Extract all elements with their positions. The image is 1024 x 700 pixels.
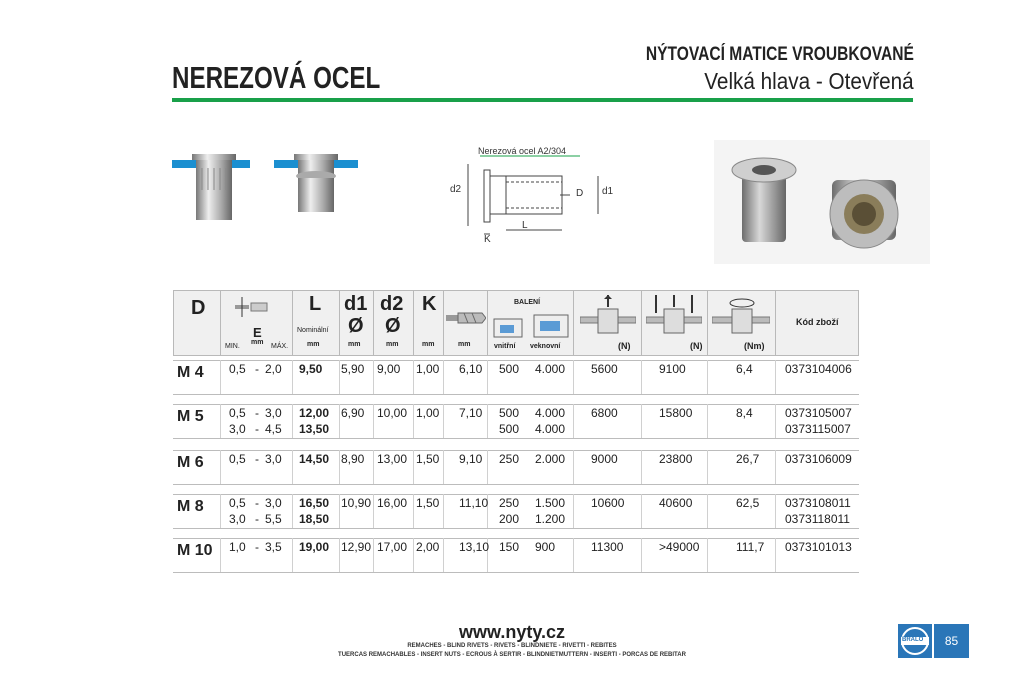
column-divider	[413, 404, 414, 438]
cell-pack-outer: 2.000	[535, 452, 566, 466]
group-divider	[173, 394, 859, 395]
column-divider	[641, 360, 642, 394]
col-code-header: Kód zboží	[796, 317, 839, 327]
cell-e-sep: -	[255, 406, 259, 420]
cell-pack-outer: 4.000	[535, 422, 566, 436]
cell-d2: 17,00	[377, 540, 408, 554]
cell-e-max: 3,0	[265, 406, 282, 420]
product-subtitle: Velká hlava - Otevřená	[704, 68, 914, 94]
product-photo	[714, 140, 930, 264]
column-divider	[373, 360, 374, 394]
d2-diameter-symbol: Ø	[385, 315, 401, 337]
k-unit-label: mm	[422, 341, 435, 348]
column-divider	[339, 360, 340, 394]
e-max-label: MÁX.	[271, 343, 289, 350]
cell-d2: 10,00	[377, 406, 408, 420]
dim-d-label: D	[576, 188, 584, 199]
cell-torque: 6,4	[736, 362, 753, 376]
column-divider	[707, 538, 708, 572]
cell-d2: 13,00	[377, 452, 408, 466]
cell-pack-inner: 250	[499, 496, 520, 510]
cell-e-min: 0,5	[229, 496, 246, 510]
column-divider	[707, 494, 708, 528]
cell-pack-inner: 500	[499, 362, 520, 376]
column-divider	[707, 404, 708, 438]
column-divider	[641, 494, 642, 528]
cell-e-max: 3,0	[265, 452, 282, 466]
cell-l: 16,50	[299, 496, 330, 510]
group-divider	[173, 404, 859, 405]
column-divider	[775, 404, 776, 438]
size-label-m10: M 10	[177, 542, 213, 559]
column-divider	[373, 404, 374, 438]
size-label-m5: M 5	[177, 408, 204, 425]
package-outer-label: veknovní	[530, 343, 561, 350]
column-divider	[373, 494, 374, 528]
cell-force2: 9100	[659, 362, 686, 376]
cell-e-max: 3,0	[265, 496, 282, 510]
column-divider	[373, 538, 374, 572]
cell-k: 2,00	[416, 540, 440, 554]
cell-e-max: 4,5	[265, 422, 282, 436]
column-divider	[641, 450, 642, 484]
cell-pack-inner: 500	[499, 406, 520, 420]
cell-pack-inner: 250	[499, 452, 520, 466]
cell-l: 13,50	[299, 422, 330, 436]
cell-pack-inner: 150	[499, 540, 520, 554]
cell-drill: 9,10	[459, 452, 483, 466]
cell-pack-outer: 1.200	[535, 512, 566, 526]
cell-force2: 15800	[659, 406, 693, 420]
installed-nut-illustration	[170, 150, 370, 230]
cell-l: 12,00	[299, 406, 330, 420]
pull-out-force-icon	[580, 295, 636, 335]
cell-l: 14,50	[299, 452, 330, 466]
cell-d1: 8,90	[341, 452, 365, 466]
package-inner-label: vnitřní	[494, 343, 516, 350]
column-divider	[220, 450, 221, 484]
cell-code: 0373115007	[785, 422, 851, 436]
column-divider	[413, 450, 414, 484]
col-d-header: D	[191, 297, 206, 319]
e-unit-label: mm	[251, 339, 264, 346]
cell-d1: 5,90	[341, 362, 365, 376]
bralo-logo	[898, 624, 932, 658]
column-divider	[413, 538, 414, 572]
cell-drill: 7,10	[459, 406, 483, 420]
size-label-m4: M 4	[177, 364, 204, 381]
col-e-header: E	[253, 325, 262, 340]
column-divider	[292, 494, 293, 528]
column-divider	[487, 404, 488, 438]
cell-pack-inner: 200	[499, 512, 520, 526]
size-label-m6: M 6	[177, 454, 204, 471]
column-divider	[641, 538, 642, 572]
col-k-header: K	[422, 293, 437, 315]
column-divider	[220, 538, 221, 572]
column-divider	[339, 538, 340, 572]
cell-pack-outer: 4.000	[535, 406, 566, 420]
cell-e-max: 2,0	[265, 362, 282, 376]
cell-l: 19,00	[299, 540, 330, 554]
cell-k: 1,50	[416, 452, 440, 466]
cell-code: 0373104006	[785, 362, 852, 376]
column-divider	[775, 360, 776, 394]
dim-l-label: L	[522, 220, 528, 231]
group-divider	[173, 528, 859, 529]
grip-range-icon	[233, 297, 273, 317]
group-divider	[173, 572, 859, 573]
cell-e-sep: -	[255, 540, 259, 554]
column-divider	[573, 538, 574, 572]
column-divider	[220, 360, 221, 394]
column-divider	[487, 360, 488, 394]
column-divider	[443, 404, 444, 438]
cell-k: 1,00	[416, 362, 440, 376]
cell-d1: 10,90	[341, 496, 372, 510]
col-d2-header: d2	[380, 293, 404, 315]
torque-unit-label: (Nm)	[744, 341, 765, 351]
column-divider	[413, 494, 414, 528]
cell-drill: 13,10	[459, 540, 490, 554]
cell-e-min: 3,0	[229, 422, 246, 436]
cell-force1: 5600	[591, 362, 618, 376]
cell-e-min: 1,0	[229, 540, 246, 554]
column-divider	[707, 360, 708, 394]
product-category-title: NÝTOVACÍ MATICE VROUBKOVANÉ	[645, 44, 914, 65]
column-divider	[573, 360, 574, 394]
cell-e-min: 0,5	[229, 406, 246, 420]
column-divider	[443, 538, 444, 572]
cell-force1: 10600	[591, 496, 625, 510]
cell-e-sep: -	[255, 422, 259, 436]
cell-code: 0373108011	[785, 496, 851, 510]
column-divider	[292, 450, 293, 484]
column-divider	[413, 360, 414, 394]
page-number: 85	[934, 624, 969, 658]
d1-unit-label: mm	[348, 341, 361, 348]
technical-drawing	[446, 144, 616, 244]
column-divider	[443, 450, 444, 484]
cell-k: 1,00	[416, 406, 440, 420]
column-divider	[775, 538, 776, 572]
specification-table	[173, 290, 859, 574]
cell-force2: 23800	[659, 452, 693, 466]
footer-languages-line2: TUERCAS REMACHABLES - INSERT NUTS - ECROUS À SERTIR - BLINDNIETMUTTERN - INSERTI - PORCAS DE REBITAR	[338, 652, 686, 658]
column-divider	[775, 494, 776, 528]
cell-force2: 40600	[659, 496, 693, 510]
column-divider	[220, 404, 221, 438]
website-url[interactable]: www.nyty.cz	[458, 622, 566, 642]
cell-force2: >49000	[659, 540, 700, 554]
cell-pack-outer: 900	[535, 540, 556, 554]
l-unit-label: mm	[307, 341, 320, 348]
push-out-force-icon	[646, 295, 702, 335]
cell-torque: 26,7	[736, 452, 760, 466]
torque-icon	[712, 295, 770, 335]
column-divider	[339, 494, 340, 528]
cell-torque: 62,5	[736, 496, 760, 510]
table-header	[173, 290, 859, 356]
cell-l: 9,50	[299, 362, 323, 376]
packaging-header: BALENÍ	[514, 299, 541, 306]
column-divider	[443, 360, 444, 394]
dim-k-label: K	[484, 234, 491, 244]
col-d1-header: d1	[344, 293, 368, 315]
force1-unit-label: (N)	[618, 341, 631, 351]
group-divider	[173, 484, 859, 485]
package-boxes-icon	[492, 313, 572, 339]
column-divider	[573, 404, 574, 438]
cell-k: 1,50	[416, 496, 440, 510]
column-divider	[292, 404, 293, 438]
size-label-m8: M 8	[177, 498, 204, 515]
footer-languages-line1: REMACHES - BLIND RIVETS - RIVETS - BLINDNIETE - RIVETTI - REBITES	[407, 643, 617, 649]
cell-code: 0373118011	[785, 512, 850, 526]
cell-pack-outer: 1.500	[535, 496, 566, 510]
dim-d1-label: d1	[602, 186, 614, 197]
cell-drill: 11,10	[459, 496, 489, 510]
column-divider	[707, 450, 708, 484]
cell-e-sep: -	[255, 496, 259, 510]
cell-d2: 9,00	[377, 362, 401, 376]
cell-force1: 6800	[591, 406, 618, 420]
page-title: NEREZOVÁ OCEL	[172, 60, 381, 95]
cell-pack-inner: 500	[499, 422, 520, 436]
cell-e-sep: -	[255, 452, 259, 466]
cell-e-min: 0,5	[229, 452, 246, 466]
cell-force1: 11300	[591, 540, 624, 554]
cell-e-max: 5,5	[265, 512, 282, 526]
cell-pack-outer: 4.000	[535, 362, 566, 376]
column-divider	[487, 450, 488, 484]
header-divider	[172, 98, 913, 102]
cell-code: 0373106009	[785, 452, 852, 466]
group-divider	[173, 360, 859, 361]
column-divider	[292, 538, 293, 572]
l-nominal-label: Nominální	[297, 327, 329, 334]
d2-unit-label: mm	[386, 341, 399, 348]
column-divider	[573, 450, 574, 484]
bralo-logo-text: BRALO	[902, 637, 924, 643]
column-divider	[339, 450, 340, 484]
column-divider	[292, 360, 293, 394]
cell-d1: 12,90	[341, 540, 372, 554]
column-divider	[443, 494, 444, 528]
d1-diameter-symbol: Ø	[348, 315, 364, 337]
cell-torque: 8,4	[736, 406, 753, 420]
column-divider	[573, 494, 574, 528]
material-label: Nerezová ocel A2/304	[478, 146, 567, 156]
column-divider	[641, 404, 642, 438]
cell-force1: 9000	[591, 452, 618, 466]
cell-d1: 6,90	[341, 406, 365, 420]
e-min-label: MIN.	[225, 343, 240, 350]
group-divider	[173, 450, 859, 451]
cell-l: 18,50	[299, 512, 330, 526]
cell-e-sep: -	[255, 512, 259, 526]
dim-d2-label: d2	[450, 184, 462, 195]
force2-unit-label: (N)	[690, 341, 703, 351]
cell-e-min: 0,5	[229, 362, 246, 376]
cell-e-min: 3,0	[229, 512, 246, 526]
cell-e-sep: -	[255, 362, 259, 376]
column-divider	[220, 494, 221, 528]
group-divider	[173, 494, 859, 495]
col-l-header: L	[309, 293, 322, 315]
cell-e-max: 3,5	[265, 540, 282, 554]
group-divider	[173, 438, 859, 439]
cell-d2: 16,00	[377, 496, 408, 510]
drill-unit-label: mm	[458, 341, 471, 348]
drill-bit-icon	[446, 311, 486, 325]
cell-torque: 111,7	[736, 540, 765, 554]
group-divider	[173, 538, 859, 539]
cell-code: 0373101013	[785, 540, 852, 554]
cell-drill: 6,10	[459, 362, 483, 376]
column-divider	[775, 450, 776, 484]
column-divider	[373, 450, 374, 484]
cell-code: 0373105007	[785, 406, 852, 420]
column-divider	[339, 404, 340, 438]
